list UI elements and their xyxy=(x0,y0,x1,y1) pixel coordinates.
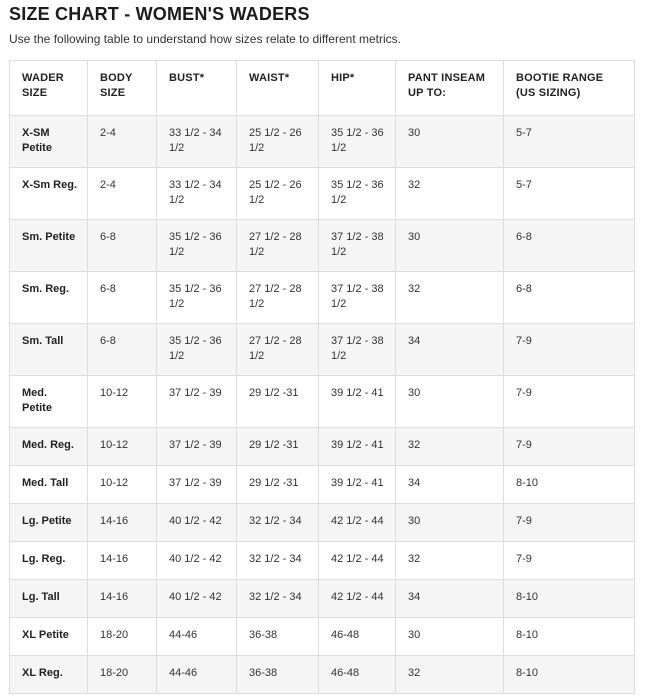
cell-hip: 35 1/2 - 36 1/2 xyxy=(319,116,396,168)
cell-waist: 27 1/2 - 28 1/2 xyxy=(237,220,319,272)
header-bootie-range: BOOTIE RANGE (US SIZING) xyxy=(504,61,635,116)
cell-hip: 46-48 xyxy=(319,656,396,694)
cell-pant-inseam: 32 xyxy=(396,272,504,324)
cell-hip: 42 1/2 - 44 xyxy=(319,580,396,618)
table-row xyxy=(10,580,635,618)
cell-pant-inseam: 30 xyxy=(396,618,504,656)
cell-waist: 32 1/2 - 34 xyxy=(237,580,319,618)
header-pant-inseam: PANT INSEAM UP TO: xyxy=(396,61,504,116)
cell-waist: 29 1/2 -31 xyxy=(237,376,319,428)
cell-pant-inseam: 30 xyxy=(396,504,504,542)
cell-bust: 35 1/2 - 36 1/2 xyxy=(157,324,237,376)
cell-waist: 25 1/2 - 26 1/2 xyxy=(237,116,319,168)
cell-bootie-range: 5-7 xyxy=(504,116,635,168)
cell-hip: 39 1/2 - 41 xyxy=(319,466,396,504)
page-title: SIZE CHART - WOMEN'S WADERS xyxy=(9,4,310,24)
cell-bust: 33 1/2 - 34 1/2 xyxy=(157,168,237,220)
cell-body-size: 6-8 xyxy=(88,324,157,376)
header-bust: BUST* xyxy=(157,61,237,116)
cell-waist: 32 1/2 - 34 xyxy=(237,504,319,542)
cell-waist: 29 1/2 -31 xyxy=(237,466,319,504)
cell-bust: 44-46 xyxy=(157,618,237,656)
cell-bootie-range: 6-8 xyxy=(504,220,635,272)
cell-wader-size: Med. Tall xyxy=(10,466,88,504)
table-row xyxy=(10,272,635,324)
cell-bust: 40 1/2 - 42 xyxy=(157,580,237,618)
cell-wader-size: Sm. Petite xyxy=(10,220,88,272)
header-hip: HIP* xyxy=(319,61,396,116)
cell-bust: 37 1/2 - 39 xyxy=(157,376,237,428)
cell-wader-size: Sm. Reg. xyxy=(10,272,88,324)
cell-wader-size: XL Petite xyxy=(10,618,88,656)
cell-body-size: 2-4 xyxy=(88,116,157,168)
cell-pant-inseam: 30 xyxy=(396,376,504,428)
cell-waist: 27 1/2 - 28 1/2 xyxy=(237,272,319,324)
cell-body-size: 18-20 xyxy=(88,656,157,694)
cell-waist: 25 1/2 - 26 1/2 xyxy=(237,168,319,220)
cell-pant-inseam: 30 xyxy=(396,116,504,168)
table-row xyxy=(10,168,635,220)
table-row xyxy=(10,428,635,466)
table-row xyxy=(10,376,635,428)
cell-wader-size: Med. Petite xyxy=(10,376,88,428)
cell-hip: 37 1/2 - 38 1/2 xyxy=(319,220,396,272)
cell-pant-inseam: 34 xyxy=(396,580,504,618)
table-row xyxy=(10,220,635,272)
cell-body-size: 14-16 xyxy=(88,580,157,618)
cell-hip: 37 1/2 - 38 1/2 xyxy=(319,272,396,324)
table-body xyxy=(10,116,635,694)
header-waist: WAIST* xyxy=(237,61,319,116)
cell-pant-inseam: 30 xyxy=(396,220,504,272)
cell-hip: 39 1/2 - 41 xyxy=(319,376,396,428)
table-header xyxy=(10,61,635,116)
cell-bootie-range: 7-9 xyxy=(504,542,635,580)
cell-waist: 29 1/2 -31 xyxy=(237,428,319,466)
cell-wader-size: Lg. Petite xyxy=(10,504,88,542)
cell-body-size: 10-12 xyxy=(88,376,157,428)
table-row xyxy=(10,656,635,694)
cell-wader-size: Lg. Tall xyxy=(10,580,88,618)
size-chart-table xyxy=(9,60,635,694)
cell-bootie-range: 5-7 xyxy=(504,168,635,220)
cell-hip: 37 1/2 - 38 1/2 xyxy=(319,324,396,376)
cell-bootie-range: 8-10 xyxy=(504,618,635,656)
cell-pant-inseam: 32 xyxy=(396,656,504,694)
cell-body-size: 18-20 xyxy=(88,618,157,656)
cell-bust: 40 1/2 - 42 xyxy=(157,542,237,580)
cell-bootie-range: 7-9 xyxy=(504,324,635,376)
cell-bust: 33 1/2 - 34 1/2 xyxy=(157,116,237,168)
cell-body-size: 2-4 xyxy=(88,168,157,220)
cell-pant-inseam: 32 xyxy=(396,428,504,466)
cell-pant-inseam: 32 xyxy=(396,542,504,580)
intro-text: Use the following table to understand how sizes relate to different metrics. xyxy=(9,32,401,46)
cell-hip: 42 1/2 - 44 xyxy=(319,542,396,580)
table-row xyxy=(10,618,635,656)
cell-body-size: 6-8 xyxy=(88,220,157,272)
header-body-size: BODY SIZE xyxy=(88,61,157,116)
table-row xyxy=(10,466,635,504)
cell-hip: 39 1/2 - 41 xyxy=(319,428,396,466)
header-wader-size: WADER SIZE xyxy=(10,61,88,116)
cell-hip: 35 1/2 - 36 1/2 xyxy=(319,168,396,220)
cell-bootie-range: 7-9 xyxy=(504,504,635,542)
cell-hip: 42 1/2 - 44 xyxy=(319,504,396,542)
cell-wader-size: Med. Reg. xyxy=(10,428,88,466)
cell-bust: 44-46 xyxy=(157,656,237,694)
cell-body-size: 6-8 xyxy=(88,272,157,324)
cell-bust: 40 1/2 - 42 xyxy=(157,504,237,542)
cell-bootie-range: 8-10 xyxy=(504,466,635,504)
table-row xyxy=(10,504,635,542)
cell-bootie-range: 7-9 xyxy=(504,428,635,466)
cell-body-size: 10-12 xyxy=(88,466,157,504)
cell-body-size: 10-12 xyxy=(88,428,157,466)
header-row xyxy=(10,61,635,116)
cell-bust: 35 1/2 - 36 1/2 xyxy=(157,220,237,272)
cell-bootie-range: 8-10 xyxy=(504,580,635,618)
cell-bust: 35 1/2 - 36 1/2 xyxy=(157,272,237,324)
cell-waist: 36-38 xyxy=(237,618,319,656)
cell-bootie-range: 6-8 xyxy=(504,272,635,324)
cell-wader-size: Lg. Reg. xyxy=(10,542,88,580)
cell-waist: 32 1/2 - 34 xyxy=(237,542,319,580)
table-row xyxy=(10,324,635,376)
cell-pant-inseam: 34 xyxy=(396,466,504,504)
cell-body-size: 14-16 xyxy=(88,504,157,542)
cell-wader-size: XL Reg. xyxy=(10,656,88,694)
cell-bootie-range: 7-9 xyxy=(504,376,635,428)
cell-pant-inseam: 34 xyxy=(396,324,504,376)
cell-body-size: 14-16 xyxy=(88,542,157,580)
cell-wader-size: X-SM Petite xyxy=(10,116,88,168)
table-row xyxy=(10,116,635,168)
table-row xyxy=(10,542,635,580)
cell-waist: 36-38 xyxy=(237,656,319,694)
cell-bust: 37 1/2 - 39 xyxy=(157,466,237,504)
cell-bust: 37 1/2 - 39 xyxy=(157,428,237,466)
cell-pant-inseam: 32 xyxy=(396,168,504,220)
cell-waist: 27 1/2 - 28 1/2 xyxy=(237,324,319,376)
cell-bootie-range: 8-10 xyxy=(504,656,635,694)
cell-wader-size: Sm. Tall xyxy=(10,324,88,376)
cell-wader-size: X-Sm Reg. xyxy=(10,168,88,220)
cell-hip: 46-48 xyxy=(319,618,396,656)
